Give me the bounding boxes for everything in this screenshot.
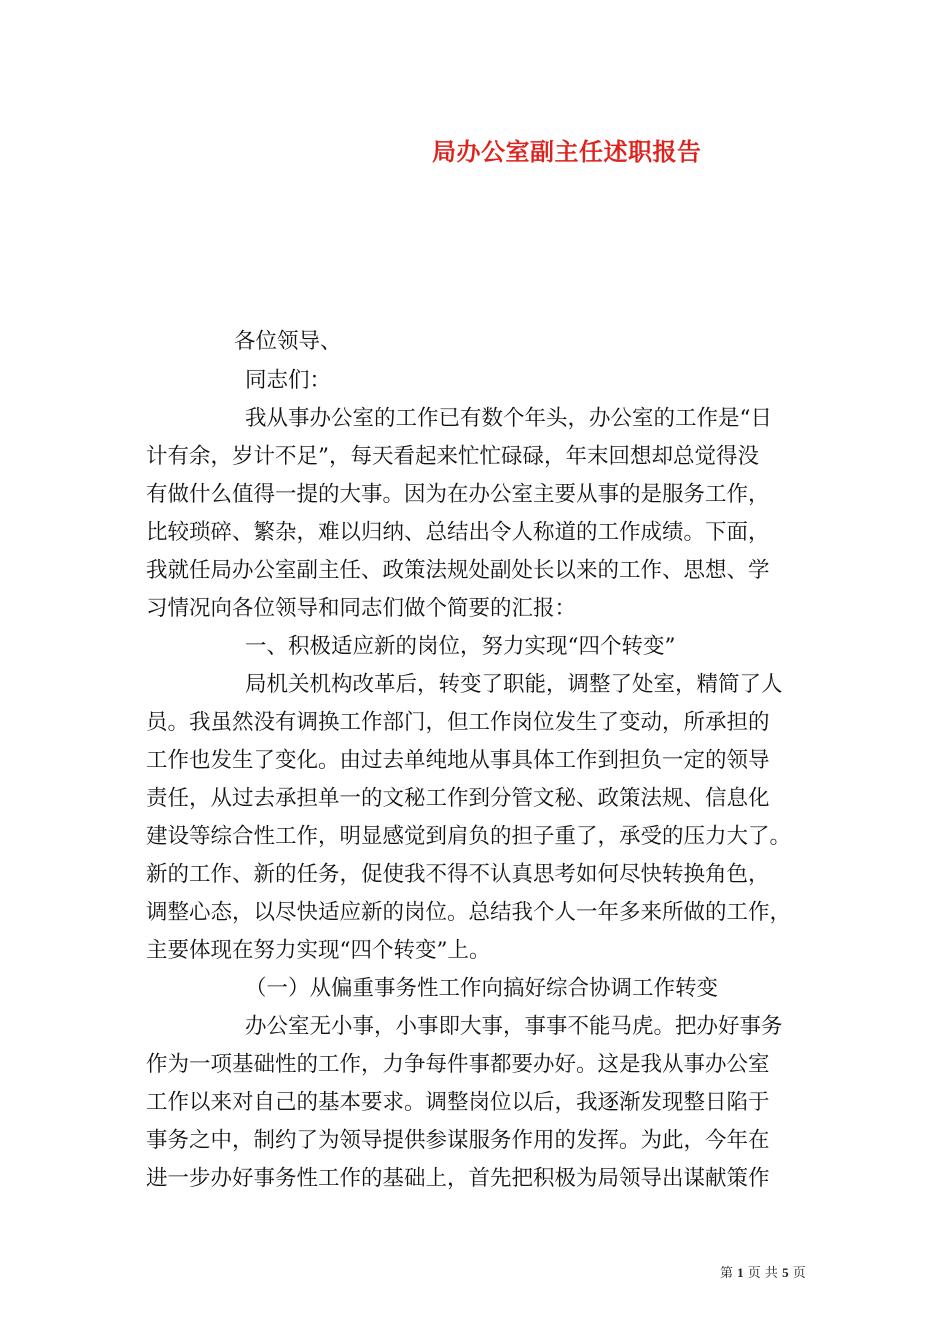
body-line: 工作以来对自己的基本要求。调整岗位以后，我逐渐发现整日陷于 xyxy=(146,1090,770,1115)
body-line: 主要体现在努力实现“四个转变”上。 xyxy=(146,938,491,963)
page-footer xyxy=(720,1262,806,1281)
body-line: 员。我虽然没有调换工作部门，但工作岗位发生了变动，所承担的 xyxy=(146,710,770,735)
document-title: 局办公室副主任述职报告 xyxy=(432,137,702,166)
footer-prefix: 第 xyxy=(720,1266,734,1281)
section-heading: 一、积极适应新的岗位，努力实现“四个转变” xyxy=(245,634,676,659)
greeting-line: 同志们： xyxy=(245,368,332,393)
body-line: 责任，从过去承担单一的文秘工作到分管文秘、政策法规、信息化 xyxy=(146,786,770,811)
body-line: 办公室无小事，小事即大事，事事不能马虎。把办好事务 xyxy=(245,1014,783,1039)
body-line: 有做什么值得一提的大事。因为在办公室主要从事的是服务工作， xyxy=(146,482,770,507)
body-line: 我从事办公室的工作已有数个年头，办公室的工作是“日 xyxy=(245,406,772,431)
footer-page-number: 1 xyxy=(737,1265,744,1280)
body-line: 建设等综合性工作，明显感觉到肩负的担子重了，承受的压力大了。 xyxy=(146,824,792,849)
footer-middle: 页 共 xyxy=(747,1266,778,1281)
body-line: 作为一项基础性的工作，力争每件事都要办好。这是我从事办公室 xyxy=(146,1052,770,1077)
body-line: 比较琐碎、繁杂，难以归纳、总结出令人称道的工作成绩。下面， xyxy=(146,520,770,545)
body-line: 习情况向各位领导和同志们做个简要的汇报： xyxy=(146,596,577,621)
body-line: 局机关机构改革后，转变了职能，调整了处室，精简了人 xyxy=(245,672,783,697)
footer-suffix: 页 xyxy=(792,1266,806,1281)
body-line: 我就任局办公室副主任、政策法规处副处长以来的工作、思想、学 xyxy=(146,558,770,583)
footer-total-pages: 5 xyxy=(782,1265,789,1280)
body-line: 计有余，岁计不足”，每天看起来忙忙碌碌，年末回想却总觉得没 xyxy=(146,444,759,469)
body-line: 进一步办好事务性工作的基础上，首先把积极为局领导出谋献策作 xyxy=(146,1166,770,1191)
body-line: 新的工作、新的任务，促使我不得不认真思考如何尽快转换角色， xyxy=(146,862,770,887)
greeting-line: 各位领导、 xyxy=(234,329,342,354)
body-line: 事务之中，制约了为领导提供参谋服务作用的发挥。为此，今年在 xyxy=(146,1128,770,1153)
subsection-heading: （一）从偏重事务性工作向搞好综合协调工作转变 xyxy=(245,976,719,1001)
body-line: 工作也发生了变化。由过去单纯地从事具体工作到担负一定的领导 xyxy=(146,748,770,773)
body-line: 调整心态，以尽快适应新的岗位。总结我个人一年多来所做的工作， xyxy=(146,900,792,925)
